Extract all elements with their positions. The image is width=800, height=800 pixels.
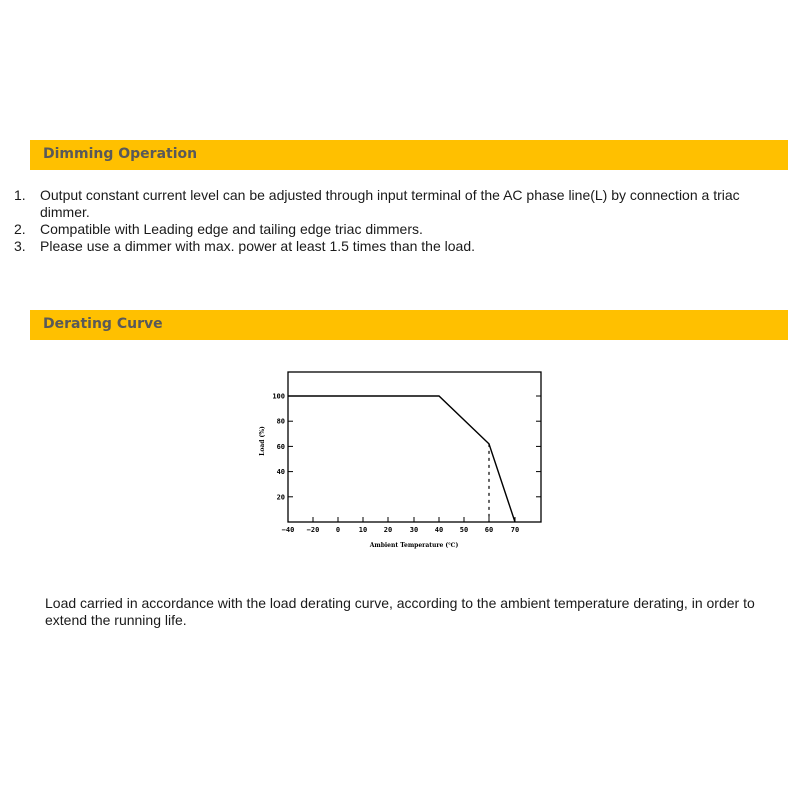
x-tick-label: −20 [306,526,320,534]
dimming-list [14,187,784,255]
x-tick-label: 40 [434,526,444,534]
derating-curve-line [288,396,515,522]
derating-section-title: Derating Curve [43,316,163,332]
list-item-text: Output constant current level can be adjusted through input terminal of the AC phase line(L) by connection a triac dimmer. [40,187,740,220]
x-tick-label: 60 [484,526,494,534]
dimming-section-title: Dimming Operation [43,146,198,162]
x-tick-label: −40 [281,526,295,534]
y-axis-title: Load (%) [259,426,266,456]
derating-section-header [30,310,788,340]
list-item-text: Please use a dimmer with max. power at least 1.5 times than the load. [40,238,475,254]
x-tick-label: 0 [335,526,341,534]
plot-frame [288,372,541,522]
x-tick-label: 70 [510,526,520,534]
list-item-number: 1. [14,187,26,203]
y-tick-label: 80 [276,417,285,426]
list-item-number: 2. [14,221,26,237]
x-tick-label: 30 [409,526,419,534]
y-tick-label: 20 [276,493,285,502]
y-tick-label: 60 [276,442,285,451]
x-tick-label: 50 [459,526,469,534]
list-item [14,187,784,221]
x-tick-label: 20 [383,526,393,534]
x-axis-title: Ambient Temperature (℃) [369,542,459,549]
list-item [14,221,784,238]
dimming-section-header [30,140,788,170]
x-tick-label: 10 [358,526,368,534]
derating-curve-chart [250,368,550,553]
y-tick-label: 100 [272,392,285,401]
y-tick-label: 40 [276,468,285,477]
list-item [14,238,784,255]
list-item-text: Compatible with Leading edge and tailing edge triac dimmers. [40,221,423,237]
derating-note: Load carried in accordance with the load derating curve, according to the ambient temperature derating, in order to extend the running life. [45,595,755,628]
list-item-number: 3. [14,238,26,254]
